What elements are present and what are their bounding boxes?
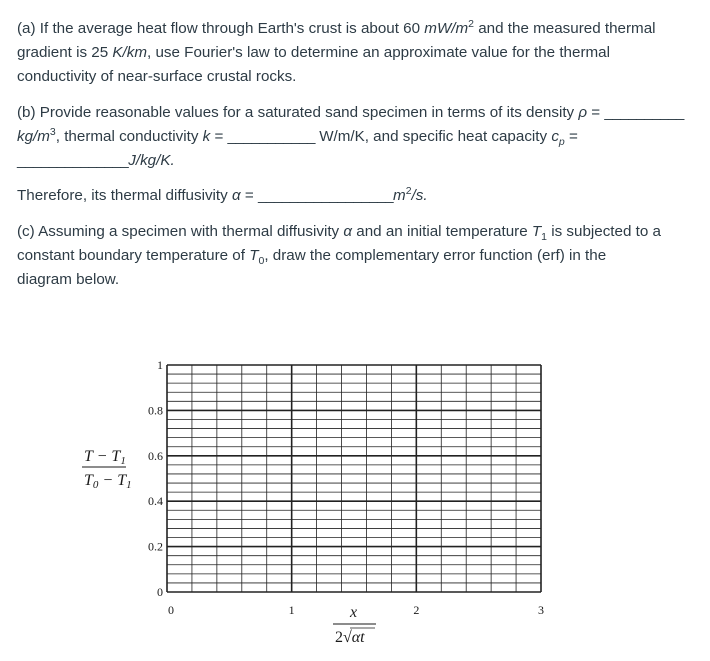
- heat-capacity-blank: ______________: [17, 152, 129, 169]
- conductivity-blank: ___________: [227, 128, 315, 145]
- y-label-numerator: T − T1: [84, 448, 126, 467]
- x-tick-label: 3: [538, 603, 544, 617]
- part-b-question: (b) Provide reasonable values for a saturated sand specimen in terms of its density ρ = __________ $kg/m^3$, thermal conductivity k = ___________ W/m/K, and specific heat capacity $c_p$ = ______________J/kg/K.: [17, 104, 684, 169]
- part-a-question: (a) If the average heat flow through Earth's crust is about 60 $mW/m^2$ and the measured thermal gradient is 25 K/km, use Fourier's law to determine an approximate value for the thermal conductivity of near-surface crustal rocks.: [17, 17, 656, 85]
- diffusivity-blank: _________________: [257, 187, 394, 204]
- y-tick-label: 0.2: [148, 539, 163, 554]
- x-tick-label: 2: [413, 603, 420, 617]
- x-tick-label: 1: [288, 603, 295, 617]
- x-tick-label: 0: [168, 603, 174, 617]
- y-tick-label: 0.6: [148, 448, 163, 463]
- part-c-question: (c) Assuming a specimen with thermal diffusivity α and an initial temperature $T_1$ is subjected to a constant boundary temperature of $T_0$, draw the complementary error function (erf) in the diagram below.: [17, 223, 661, 288]
- chart-grid: [167, 365, 541, 592]
- x-label-numerator: x: [350, 604, 358, 621]
- y-label-denominator: T0 − T1: [84, 472, 132, 491]
- density-blank: __________: [604, 104, 684, 121]
- y-axis-label: [82, 448, 132, 491]
- x-axis-label: [333, 604, 376, 646]
- y-tick-label: 1: [157, 358, 163, 372]
- x-label-denominator: 2√αt: [335, 629, 365, 646]
- diffusivity-statement: Therefore, its thermal diffusivity $\alpha = \_\_\_\_\_\_\_\_\_\_\_\_\_\_\_\_\_m^2/s$.: [17, 184, 428, 204]
- y-tick-label: 0: [157, 585, 163, 599]
- y-tick-label: 0.8: [148, 403, 163, 418]
- y-tick-label: 0.4: [148, 494, 163, 509]
- chart-ticks: [148, 358, 544, 617]
